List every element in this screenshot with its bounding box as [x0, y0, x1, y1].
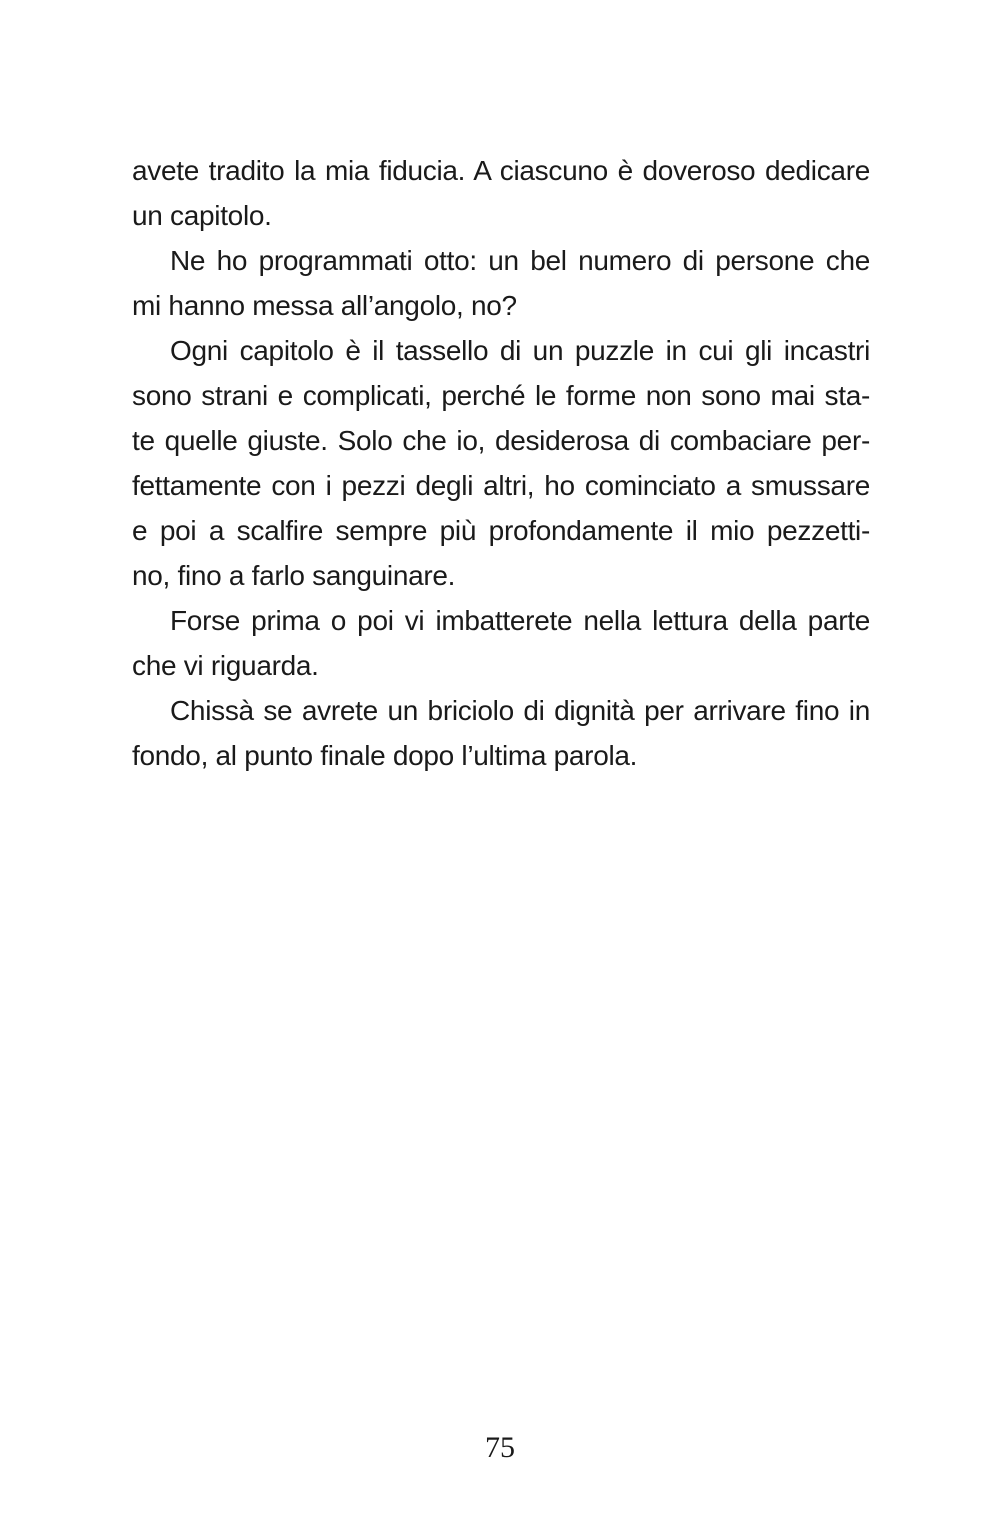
text-line: Ne ho programmati otto: un bel numero di persone che	[170, 245, 870, 276]
text-line: no, fino a farlo sanguinare.	[132, 560, 456, 591]
text-line: un capitolo.	[132, 200, 272, 231]
body-text	[132, 148, 870, 778]
text-line: mi hanno messa all’angolo, no?	[132, 290, 517, 321]
text-line: Forse prima o poi vi imbatterete nella lettura della parte	[170, 605, 870, 636]
text-line: e poi a scalfire sempre più profondamente il mio pezzetti-	[132, 515, 870, 546]
page-number: 75	[485, 1431, 515, 1464]
text-line: avete tradito la mia fiducia. A ciascuno è doveroso dedicare	[132, 155, 870, 186]
text-line: Chissà se avrete un briciolo di dignità per arrivare fino in	[170, 695, 870, 726]
text-line: te quelle giuste. Solo che io, desiderosa di combaciare per-	[132, 425, 870, 456]
text-line: fettamente con i pezzi degli altri, ho cominciato a smussare	[132, 470, 870, 501]
text-line: fondo, al punto finale dopo l’ultima parola.	[132, 740, 638, 771]
text-line: che vi riguarda.	[132, 650, 319, 681]
text-line: sono strani e complicati, perché le forme non sono mai sta-	[132, 380, 870, 411]
text-line: Ogni capitolo è il tassello di un puzzle in cui gli incastri	[170, 335, 870, 366]
